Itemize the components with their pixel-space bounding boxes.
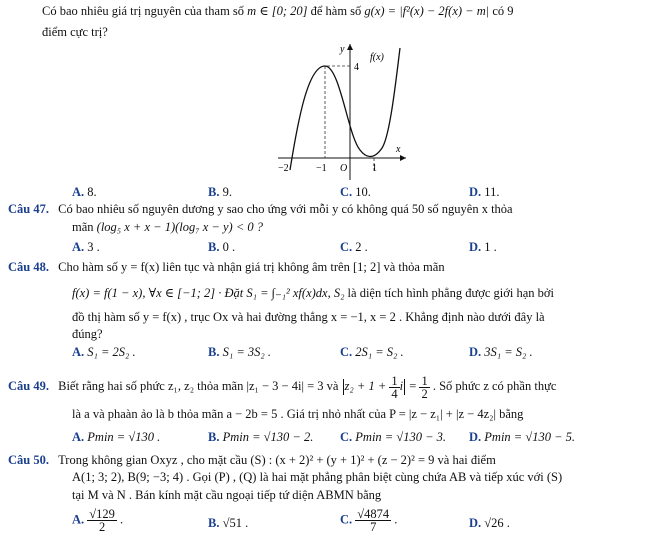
q46-stem-b: để hàm số — [310, 4, 362, 18]
q47-inequality: (log₅ x + x − 1)(log₇ x − y) < 0 ? — [96, 220, 264, 234]
q48-line4: đúng? — [72, 327, 103, 341]
y-tick-4: 4 — [354, 62, 359, 73]
q46-stem-a: Có bao nhiêu giá trị nguyên của tham số — [42, 4, 245, 18]
q48-number: Câu 48. — [8, 260, 49, 274]
q50-line2: A(1; 3; 2), B(9; −3; 4) . Gọi (P) , (Q) là hai mặt phẳng phân biệt cùng chứa AB và tiếp xúc với (S) — [72, 470, 563, 484]
q46-option-b[interactable]: B. 9. — [208, 185, 232, 199]
q48-line1: Câu 48. Cho hàm số y = f(x) liên tục và nhận giá trị không âm trên [1; 2] và thỏa mãn — [8, 260, 445, 274]
q49-option-a[interactable]: A. Pmin = √130 . — [72, 430, 161, 444]
q47-number: Câu 47. — [8, 202, 49, 216]
q49-number: Câu 49. — [8, 379, 49, 393]
x-tick-neg1: −1 — [316, 163, 327, 174]
q46-option-d[interactable]: D. 11. — [469, 185, 500, 199]
q48-s1-definition: S₁ = ∫₋₁² xf(x)dx, S₂ — [246, 286, 345, 300]
q50-option-c[interactable]: C. $\frac{√4874}{7}$ . — [340, 507, 398, 534]
q50-number: Câu 50. — [8, 453, 49, 467]
q50-option-d[interactable]: D. √26 . — [469, 516, 510, 530]
q46-m-range: m ∈ [0; 20] — [247, 4, 308, 18]
q50-option-a[interactable]: A. $\frac{√129}{2}$ . — [72, 507, 124, 534]
q46-stem-line1 — [42, 4, 514, 19]
x-axis-label: x — [396, 144, 401, 155]
q49-line1: Câu 49. Biết rằng hai số phức z₁, z₂ thỏa mãn |z₁ − 3 − 4i| = 3 và z₂ + 1 + $\frac{1}{4}$ i = $\frac{1}{2}$ . Số phức z có phần thực — [8, 373, 557, 401]
q47-option-c[interactable]: C. 2 . — [340, 240, 368, 254]
x-axis-arrow — [400, 155, 406, 161]
q46-stem-line2: điểm cực trị? — [42, 25, 108, 39]
q47-line1 — [8, 202, 513, 217]
q49-option-c[interactable]: C. Pmin = √130 − 3. — [340, 430, 447, 444]
q49-option-d[interactable]: D. Pmin = √130 − 5. — [469, 430, 576, 444]
q47-option-a[interactable]: A. 3 . — [72, 240, 100, 254]
origin-label: O — [340, 163, 348, 174]
q48-option-c[interactable]: C. 2S₁ = S₂ . — [340, 345, 404, 359]
q47-text1: Có bao nhiêu số nguyên dương y sao cho ứng với mỗi y có không quá 50 số nguyên x thỏa — [58, 202, 513, 216]
q48-line2: f(x) = f(1 − x), ∀x ∈ [−1; 2] · Đặt S₁ = ∫₋₁² xf(x)dx, S₂ là diện tích hình phẳng được giới hạn bởi — [72, 286, 554, 300]
q49-frac-half: $\frac{1}{2}$ — [421, 373, 428, 401]
x-tick-1: 1 — [372, 163, 377, 174]
q47-line2: mãn (log₅ x + x − 1)(log₇ x − y) < 0 ? — [72, 220, 264, 234]
q46-option-a[interactable]: A. 8. — [72, 185, 97, 199]
q46-option-c[interactable]: C. 10. — [340, 185, 371, 199]
y-axis-arrow — [347, 44, 353, 50]
q48-option-b[interactable]: B. S₁ = 3S₂ . — [208, 345, 271, 359]
q48-option-d[interactable]: D. 3S₁ = S₂ . — [469, 345, 533, 359]
curve-label: f(x) — [370, 52, 384, 63]
q47-option-d[interactable]: D. 1 . — [469, 240, 497, 254]
q50-line1: Câu 50. Trong không gian Oxyz , cho mặt cầu (S) : (x + 2)² + (y + 1)² + (z − 2)² = 9 và hai điểm — [8, 453, 496, 467]
q47-option-b[interactable]: B. 0 . — [208, 240, 236, 254]
q46-stem-c: có 9 — [492, 4, 514, 18]
q48-option-a[interactable]: A. S₁ = 2S₂ . — [72, 345, 136, 359]
q49-option-b[interactable]: B. Pmin = √130 − 2. — [208, 430, 314, 444]
y-axis-label: y — [340, 44, 345, 55]
q50-line3: tại M và N . Bán kính mặt cầu ngoại tiếp tứ diện ABMN bằng — [72, 488, 382, 502]
q48-line3: đồ thị hàm số y = f(x) , trục Ox và hai đường thẳng x = −1, x = 2 . Khẳng định nào dưới đây là — [72, 310, 545, 324]
q49-frac-quarter: $\frac{1}{4}$ — [391, 373, 398, 401]
q49-line2: là a và phaàn ảo là b thỏa mãn a − 2b = 5 . Giá trị nhỏ nhất của P = |z − z₁| + |z − 4z₂| bằng — [72, 407, 524, 421]
q46-function: g(x) = |f²(x) − 2f(x) − m| — [364, 4, 490, 18]
q46-function-graph — [270, 40, 410, 182]
x-tick-neg2: −2 — [278, 163, 289, 174]
q50-option-b[interactable]: B. √51 . — [208, 516, 249, 530]
